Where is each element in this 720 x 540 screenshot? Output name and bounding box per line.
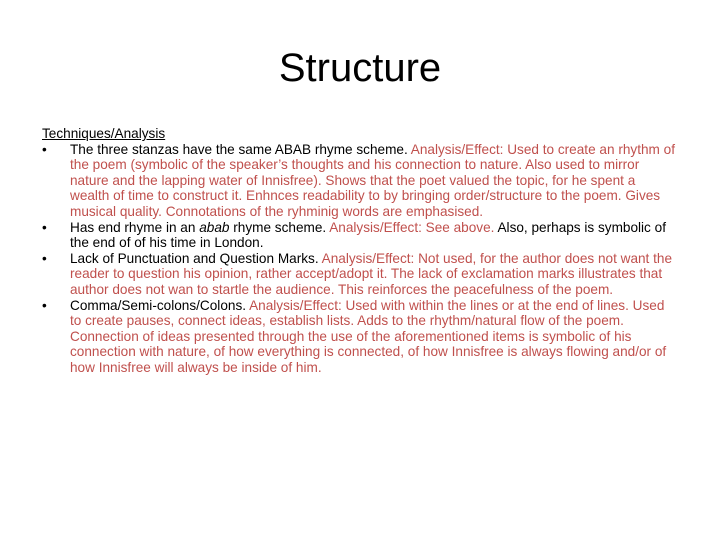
technique-text: Lack of Punctuation and Question Marks.	[70, 250, 319, 266]
analysis-text: Analysis/Effect: Not used, for the author does not want the reader to question his opinion, rather accept/adopt it. The lack of exclamation marks illustrates that author does not wan to startle the audience. This reinforces the peacefulness of the poem.	[70, 250, 673, 297]
analysis-text: Analysis/Effect: Used to create an rhythm of the poem (symbolic of the speaker’s thoughts and his connection to nature. Also used to mirror nature and the lapping water of Innisfree). Shows that the poet valued the topic, for he spent a wealth of time to construct it. Enhnces readability to by bringing order/structure to the poem. Gives musical quality. Connotations of the ryhminig words are emphasised.	[70, 141, 675, 219]
bullet-icon: •	[42, 141, 47, 157]
technique-text: Comma/Semi-colons/Colons.	[70, 297, 247, 313]
analysis-text: Analysis/Effect: Used with within the lines or at the end of lines. Used to create pauses, connect ideas, establish lists. Adds to the rhythm/natural flow of the poem. Connection of ideas presented through the use of the aforementioned items is symbolic of his connection with nature, of how everything is connected, of how Innisfree is always flowing and/or of how Innisfree will always be inside of him.	[70, 297, 667, 375]
list-item	[42, 142, 678, 220]
section-heading: Techniques/Analysis	[42, 126, 166, 141]
trailing-text: Also, perhaps is symbolic of the end of of his time in London.	[70, 219, 666, 251]
technique-text-after: rhyme scheme.	[229, 219, 327, 235]
bullet-icon: •	[42, 250, 47, 266]
technique-text-italic: abab	[199, 219, 230, 235]
list-item	[42, 298, 678, 376]
technique-text-before: Has end rhyme in an	[70, 219, 200, 235]
slide-title: Structure	[278, 46, 442, 90]
bullet-icon: •	[42, 219, 47, 235]
bullet-icon: •	[42, 297, 47, 313]
bullet-list	[42, 142, 678, 376]
slide-content	[42, 126, 678, 376]
analysis-text: Analysis/Effect: See above.	[329, 219, 495, 235]
list-item	[42, 220, 678, 251]
list-item	[42, 251, 678, 298]
technique-text: The three stanzas have the same ABAB rhyme scheme.	[70, 141, 408, 157]
